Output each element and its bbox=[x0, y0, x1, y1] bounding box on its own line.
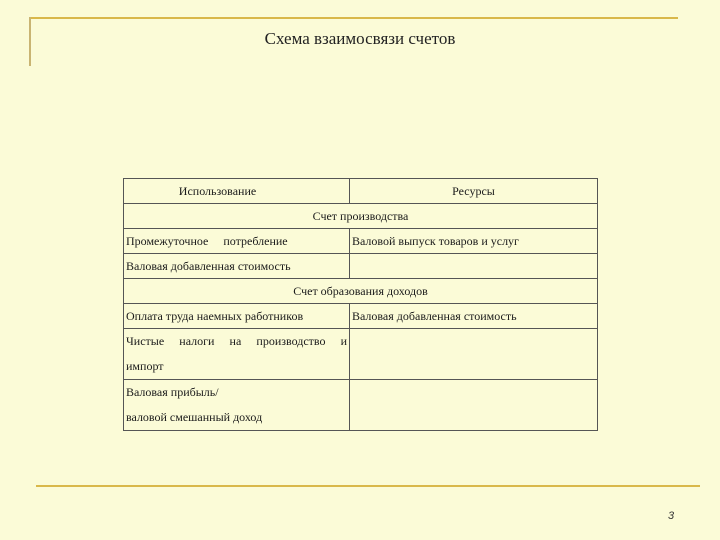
gross-value-added-resource-cell: Валовая добавленная стоимость bbox=[350, 304, 598, 329]
table-row bbox=[124, 254, 598, 279]
table-row bbox=[124, 304, 598, 329]
intermediate-consumption-text: Промежуточное потребление bbox=[126, 234, 288, 248]
intermediate-consumption-cell bbox=[124, 229, 350, 254]
accounts-table bbox=[123, 178, 598, 431]
net-taxes-line2: импорт bbox=[126, 359, 164, 373]
gross-value-added-cell: Валовая добавленная стоимость bbox=[124, 254, 350, 279]
production-account-title: Счет производства bbox=[124, 204, 598, 229]
net-taxes-line1: Чистые налоги на производство и bbox=[126, 334, 347, 348]
gross-profit-cell bbox=[124, 380, 350, 431]
table-row bbox=[124, 380, 598, 431]
compensation-cell: Оплата труда наемных работников bbox=[124, 304, 350, 329]
net-taxes-cell bbox=[124, 329, 350, 380]
empty-cell bbox=[350, 254, 598, 279]
gross-profit-line1: Валовая прибыль/ bbox=[126, 385, 219, 399]
section-row bbox=[124, 279, 598, 304]
income-account-title: Счет образования доходов bbox=[124, 279, 598, 304]
header-usage: Использование bbox=[124, 179, 350, 204]
frame-bottom-line bbox=[36, 485, 700, 487]
page-number: 3 bbox=[668, 510, 675, 522]
section-row bbox=[124, 204, 598, 229]
table-header-row bbox=[124, 179, 598, 204]
slide-title: Схема взаимосвязи счетов bbox=[264, 29, 456, 48]
gross-output-cell: Валовой выпуск товаров и услуг bbox=[350, 229, 598, 254]
gross-profit-line2: валовой смешанный доход bbox=[126, 410, 263, 424]
empty-cell bbox=[350, 329, 598, 380]
empty-cell bbox=[350, 380, 598, 431]
table-row bbox=[124, 229, 598, 254]
frame-top-line bbox=[30, 17, 678, 19]
header-resources: Ресурсы bbox=[350, 179, 598, 204]
table-row bbox=[124, 329, 598, 380]
